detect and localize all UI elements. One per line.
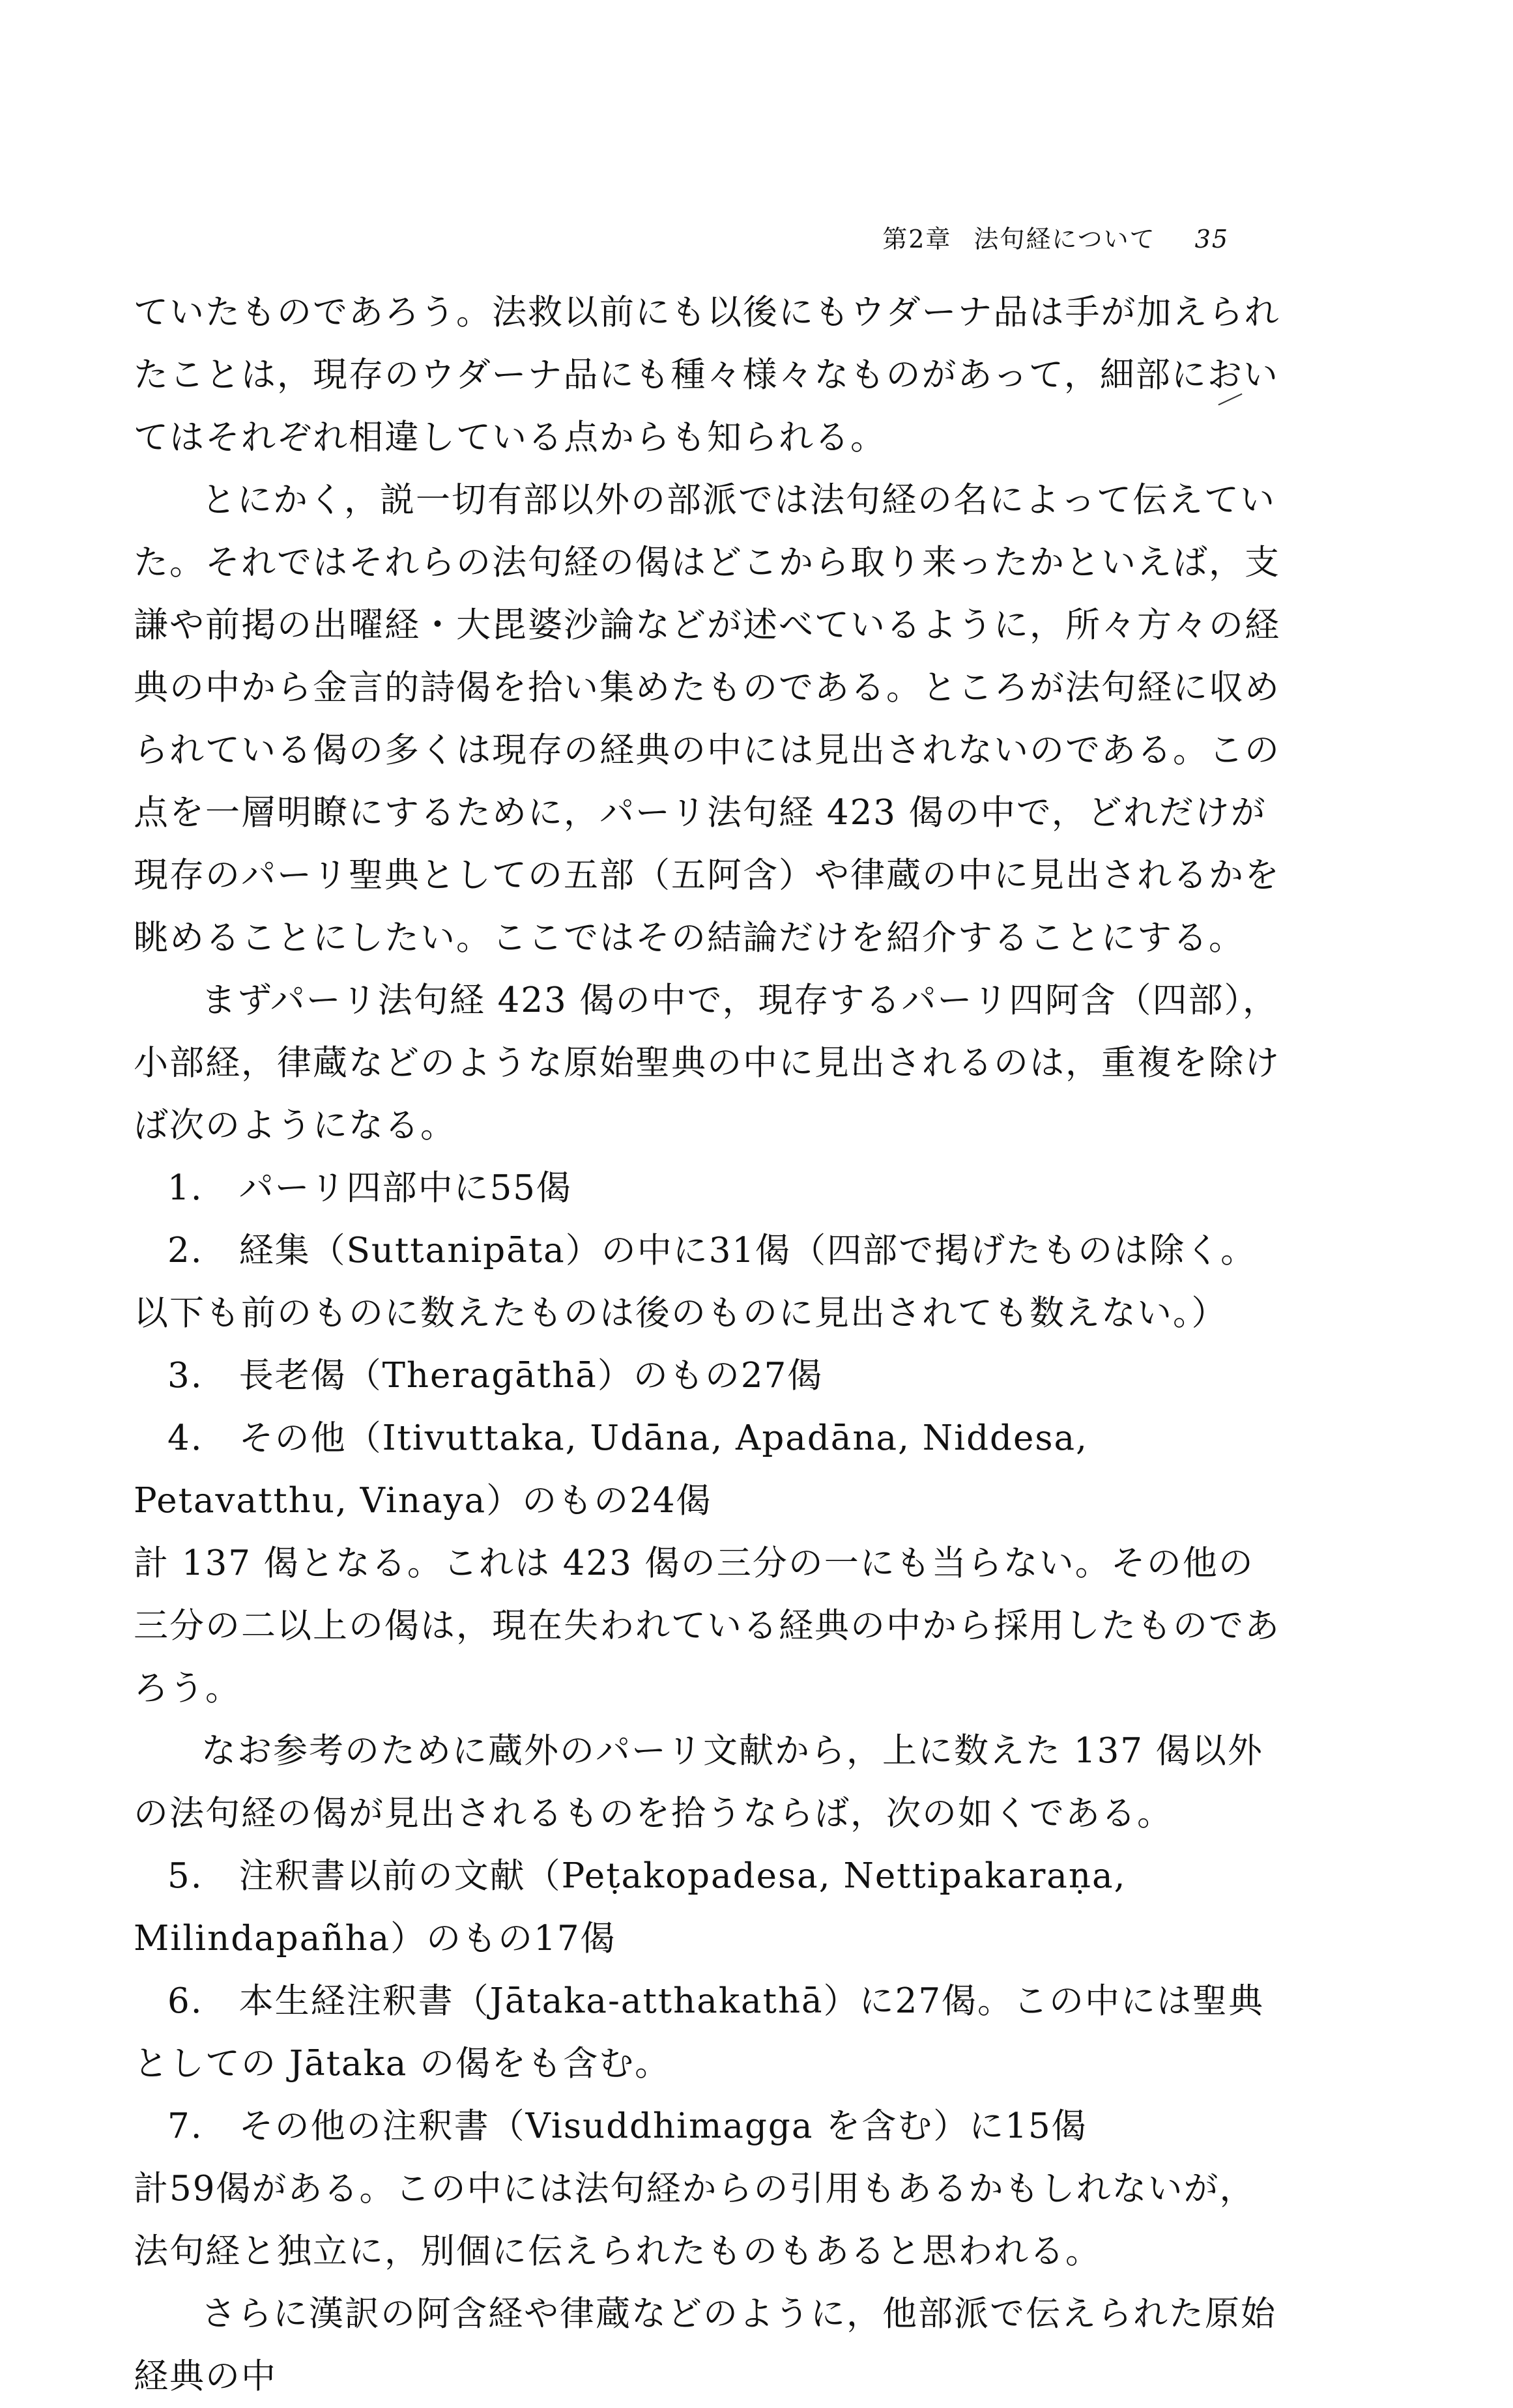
page-body <box>134 281 1280 2408</box>
paragraph-6: 計59偈がある。この中には法句経からの引用もあるかもしれないが，法句経と独立に，別個に伝えられたものもあると思われる。 <box>134 2169 1256 2271</box>
chapter-title: 法句経について <box>973 225 1156 253</box>
list-item-6: 6. 本生経注釈書（Jātaka-atthakathā）に27偈。この中には聖典としての Jātaka の偈をも含む。 <box>134 1981 1265 2084</box>
list-item-1: 1. パーリ四部中に55偈 <box>167 1168 573 1208</box>
running-header <box>882 219 1229 255</box>
paragraph-5: なお参考のために蔵外のパーリ文献から，上に数えた 137 偈以外の法句経の偈が見出されるものを拾うならば，次の如くである。 <box>134 1731 1263 1833</box>
chapter-label: 第2章 <box>882 225 952 253</box>
list-item-7: 7. その他の注釈書（Visuddhimagga を含む）に15偈 <box>167 2106 1088 2146</box>
paragraph-4: 計 137 偈となる。これは 423 偈の三分の一にも当らない。その他の三分の二以上の偈は，現在失われている経典の中から採用したものであろう。 <box>134 1543 1280 1708</box>
list-item-4: 4. その他（Itivuttaka, Udāna, Apadāna, Niddesa, Petavatthu, Vinaya）のもの24偈 <box>134 1418 1088 1521</box>
paragraph-2: とにかく，説一切有部以外の部派では法句経の名によって伝えていた。それではそれらの法句経の偈はどこから取り来ったかといえば，支謙や前掲の出曜経・大毘婆沙論などが述べているように，所々方々の経典の中から金言的詩偈を拾い集めたものである。ところが法句経に収められている偈の多くは現存の経典の中には見出されないのである。この点を一層明瞭にするために，パーリ法句経 423 偈の中で，どれだけが現存のパーリ聖典としての五部（五阿含）や律蔵の中に見出されるかを眺めることにしたい。ここではその結論だけを紹介することにする。 <box>134 480 1280 958</box>
list-item-3: 3. 長老偈（Theragāthā）のもの27偈 <box>167 1356 824 1396</box>
list-item-5: 5. 注釈書以前の文献（Peṭakopadesa, Nettipakaraṇa, Milindapañha）のもの17偈 <box>134 1856 1127 1958</box>
page-number: 35 <box>1194 225 1229 253</box>
paragraph-1: ていたものであろう。法救以前にも以後にもウダーナ品は手が加えられたことは，現存のウダーナ品にも種々様々なものがあって，細部においてはそれぞれ相違している点からも知られる。 <box>134 293 1280 457</box>
paragraph-3: まずパーリ法句経 423 偈の中で，現存するパーリ四阿含（四部），小部経，律蔵などのような原始聖典の中に見出されるのは，重複を除けば次のようになる。 <box>134 981 1280 1145</box>
list-item-2: 2. 経集（Suttanipāta）の中に31偈（四部で掲げたものは除く。以下も前のものに数えたものは後のものに見出されても数えない。） <box>134 1231 1257 1333</box>
paragraph-7: さらに漢訳の阿含経や律蔵などのように，他部派で伝えられた原始経典の中 <box>134 2294 1276 2396</box>
